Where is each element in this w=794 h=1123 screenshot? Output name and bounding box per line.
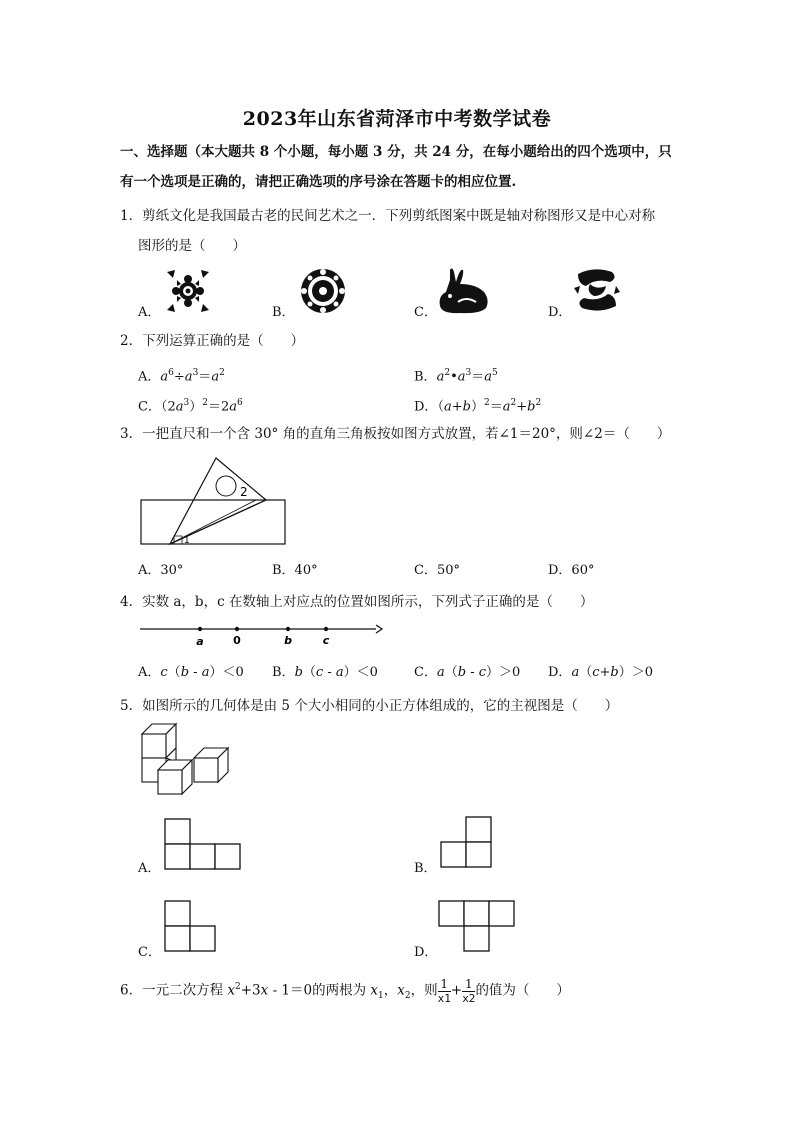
section-heading-line1: 一、选择题（本大题共 8 个小题，每小题 3 分，共 24 分，在每小题给出的四个选项中，只 [120, 144, 672, 160]
q3-option-d: D．60° [548, 563, 595, 578]
q3-option-a: A．30° [138, 563, 184, 578]
section-heading-line2: 有一个选项是正确的，请把正确选项的序号涂在答题卡的相应位置. [120, 174, 517, 190]
q1-stem-line2: 图形的是（ ） [138, 238, 246, 254]
q4-option-c: C．a（b - c）＞0 [414, 665, 521, 680]
q5-option-d-label: D． [414, 945, 438, 960]
q2-option-b: B．$a^2•a^3=a^5$ [414, 368, 498, 385]
angle-1-label: 1 [184, 536, 190, 546]
q1-option-a-label: A． [138, 305, 161, 320]
point-c-label: c [322, 634, 330, 647]
q5-option-b-label: B． [414, 861, 437, 876]
q1-option-b-label: B． [272, 305, 295, 320]
q5-option-a-label: A． [138, 861, 161, 876]
q4-option-a: A．c（b - a）＜0 [138, 665, 244, 680]
q5-option-c-label: C． [138, 945, 161, 960]
q4-stem: 4．实数 a，b，c 在数轴上对应点的位置如图所示，下列式子正确的是（ ） [120, 594, 594, 610]
point-a-label: a [196, 635, 204, 648]
q5-view-a [164, 818, 244, 870]
q6-fraction-2: $\frac{1}{x2}$ [462, 976, 476, 1005]
ruler-triangle-figure [140, 456, 288, 548]
q5-view-b [440, 816, 496, 870]
point-b-label: b [284, 634, 292, 647]
q1-stem-line1: 1．剪纸文化是我国最古老的民间艺术之一．下列剪纸图案中既是轴对称图形又是中心对称 [120, 208, 656, 224]
q2-option-a: A．$a^6\div a^3=a^2$ [138, 368, 225, 385]
papercut-c-icon [436, 266, 492, 316]
origin-label: 0 [233, 634, 241, 647]
q2-option-d: D．$(a+b)^2=a^2+b^2$ [414, 398, 542, 415]
papercut-d-icon [572, 264, 622, 316]
q5-view-c [164, 900, 220, 954]
number-line-figure [140, 620, 382, 650]
papercut-a-icon [163, 266, 213, 316]
q3-stem: 3．一把直尺和一个含 30° 角的直角三角板按如图方式放置，若∠1＝20°，则∠2＝（ ） [120, 426, 671, 442]
q4-option-b: B．b（c - a）＜0 [272, 665, 378, 680]
page-title: 2023年山东省菏泽市中考数学试卷 [242, 108, 552, 130]
angle-2-label: 2 [240, 485, 248, 499]
q6-stem: 6．一元二次方程 $x^2+3x - 1=0$的两根为 $x_1$，$x_2$，则 $\frac{1}{x1}$ + $\frac{1}{x2}$ 的值为（ ） [120, 976, 570, 1005]
q4-option-d: D．a（c+b）＞0 [548, 665, 654, 680]
q5-view-d [438, 900, 518, 954]
q6-fraction-1: $\frac{1}{x1}$ [437, 976, 451, 1005]
q1-option-c-label: C． [414, 305, 437, 320]
q2-stem: 2．下列运算正确的是（ ） [120, 333, 305, 349]
cube-solid-figure [140, 722, 236, 802]
q2-option-c: C．$(2a^3)^2=2a^6$ [138, 398, 243, 415]
papercut-b-icon [298, 266, 348, 316]
q5-stem: 5．如图所示的几何体是由 5 个大小相同的小正方体组成的，它的主视图是（ ） [120, 698, 619, 714]
q3-option-b: B．40° [272, 563, 318, 578]
q1-option-d-label: D． [548, 305, 572, 320]
q3-option-c: C．50° [414, 563, 460, 578]
